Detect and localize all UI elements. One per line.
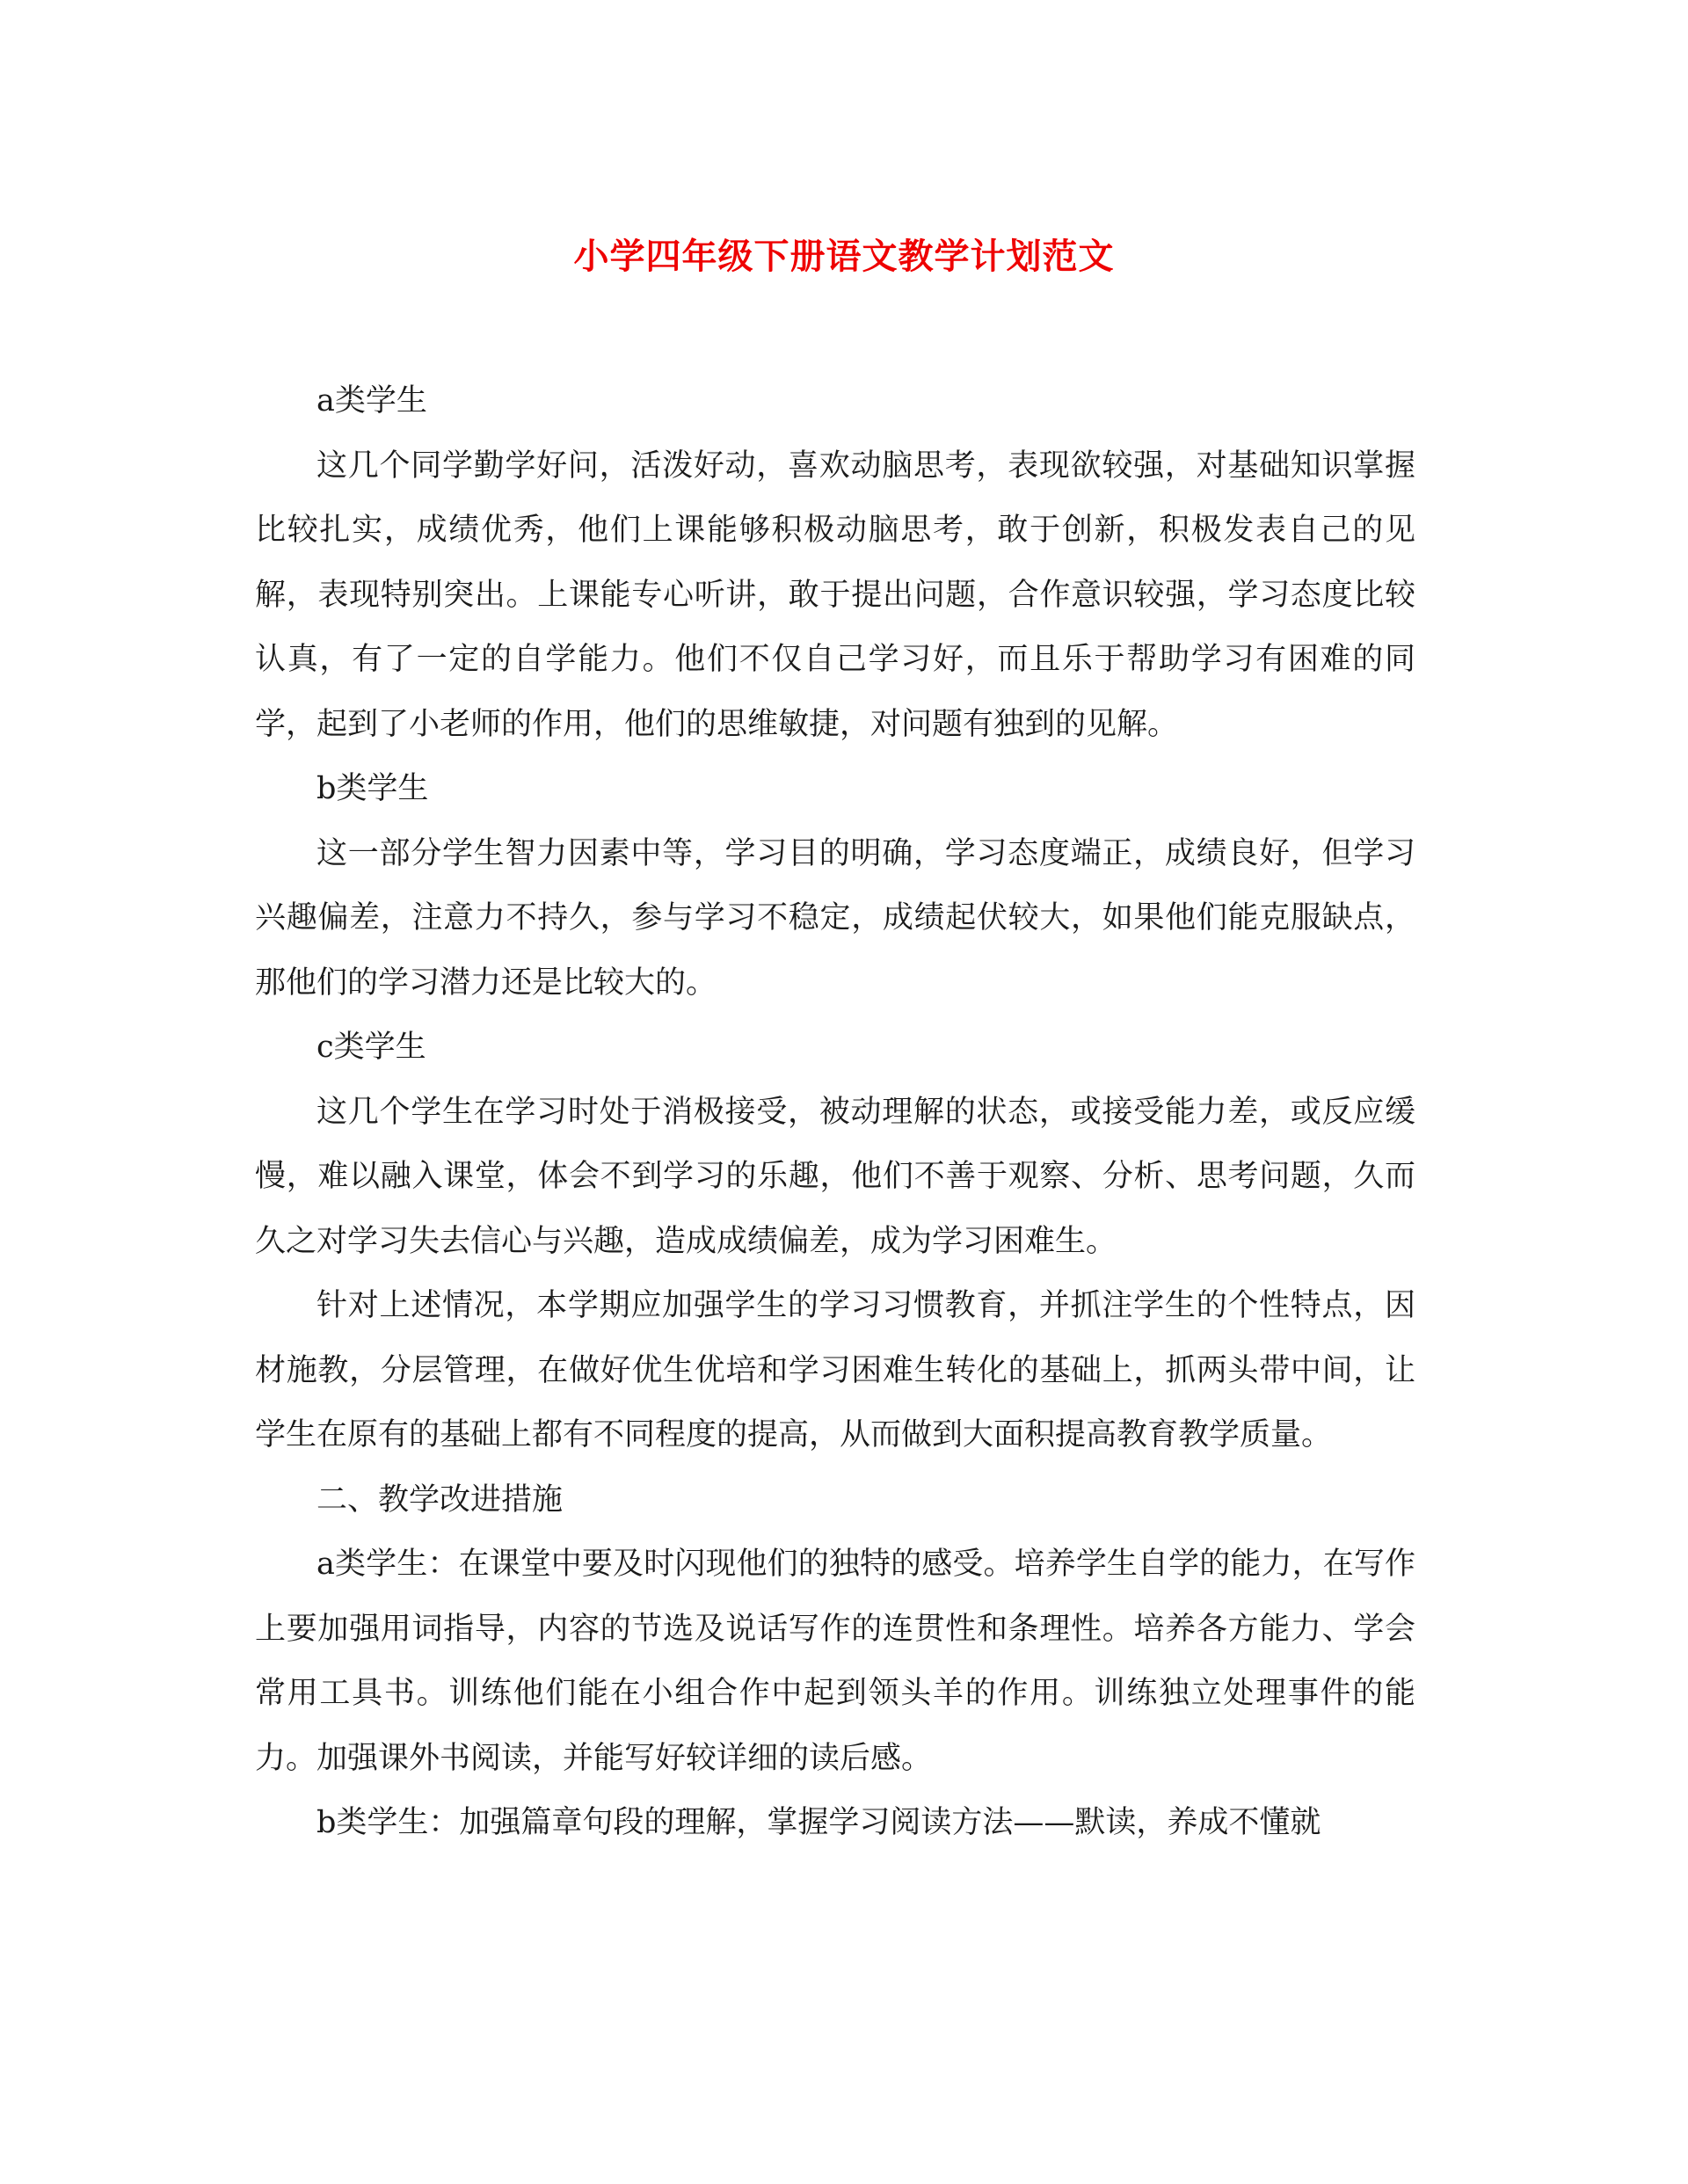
- paragraph-a-heading: a类学生: [316, 383, 427, 419]
- document-body: [255, 369, 1415, 1856]
- paragraph-c-heading: c类学生: [316, 1030, 426, 1065]
- document-title: 小学四年级下册语文教学计划范文: [573, 236, 1115, 277]
- paragraph-a-measures: a类学生：在课堂中要及时闪现他们的独特的感受。培养学生自学的能力，在写作上要加强用词指导，内容的节选及说话写作的连贯性和条理性。培养各方能力、学会常用工具书。训练他们能在小组合作中起到领头羊的作用。训练独立处理事件的能力。加强课外书阅读，并能写好较详细的读后感。: [255, 1547, 1415, 1776]
- paragraph-b-description: 这一部分学生智力因素中等，学习目的明确，学习态度端正，成绩良好，但学习兴趣偏差，注意力不持久，参与学习不稳定，成绩起伏较大，如果他们能克服缺点，那他们的学习潜力还是比较大的。: [255, 835, 1415, 1001]
- paragraph-a-description: 这几个同学勤学好问，活泼好动，喜欢动脑思考，表现欲较强，对基础知识掌握比较扎实，成绩优秀，他们上课能够积极动脑思考，敢于创新，积极发表自己的见解，表现特别突出。上课能专心听讲，敢于提出问题，合作意识较强，学习态度比较认真，有了一定的自学能力。他们不仅自己学习好，而且乐于帮助学习有困难的同学，起到了小老师的作用，他们的思维敏捷，对问题有独到的见解。: [255, 448, 1415, 742]
- section-heading-improvement: 二、教学改进措施: [316, 1481, 564, 1518]
- paragraph-summary: 针对上述情况，本学期应加强学生的学习习惯教育，并抓注学生的个性特点，因材施教，分层管理，在做好优生优培和学习困难生转化的基础上，抓两头带中间，让学生在原有的基础上都有不同程度的提高，从而做到大面积提高教育教学质量。: [255, 1288, 1415, 1452]
- paragraph-b-measures: b类学生：加强篇章句段的理解，掌握学习阅读方法——默读，养成不懂就: [316, 1805, 1321, 1840]
- paragraph-b-heading: b类学生: [316, 771, 429, 806]
- paragraph-c-description: 这几个学生在学习时处于消极接受，被动理解的状态，或接受能力差，或反应缓慢，难以融入课堂，体会不到学习的乐趣，他们不善于观察、分析、思考问题，久而久之对学习失去信心与兴趣，造成成绩偏差，成为学习困难生。: [255, 1094, 1415, 1259]
